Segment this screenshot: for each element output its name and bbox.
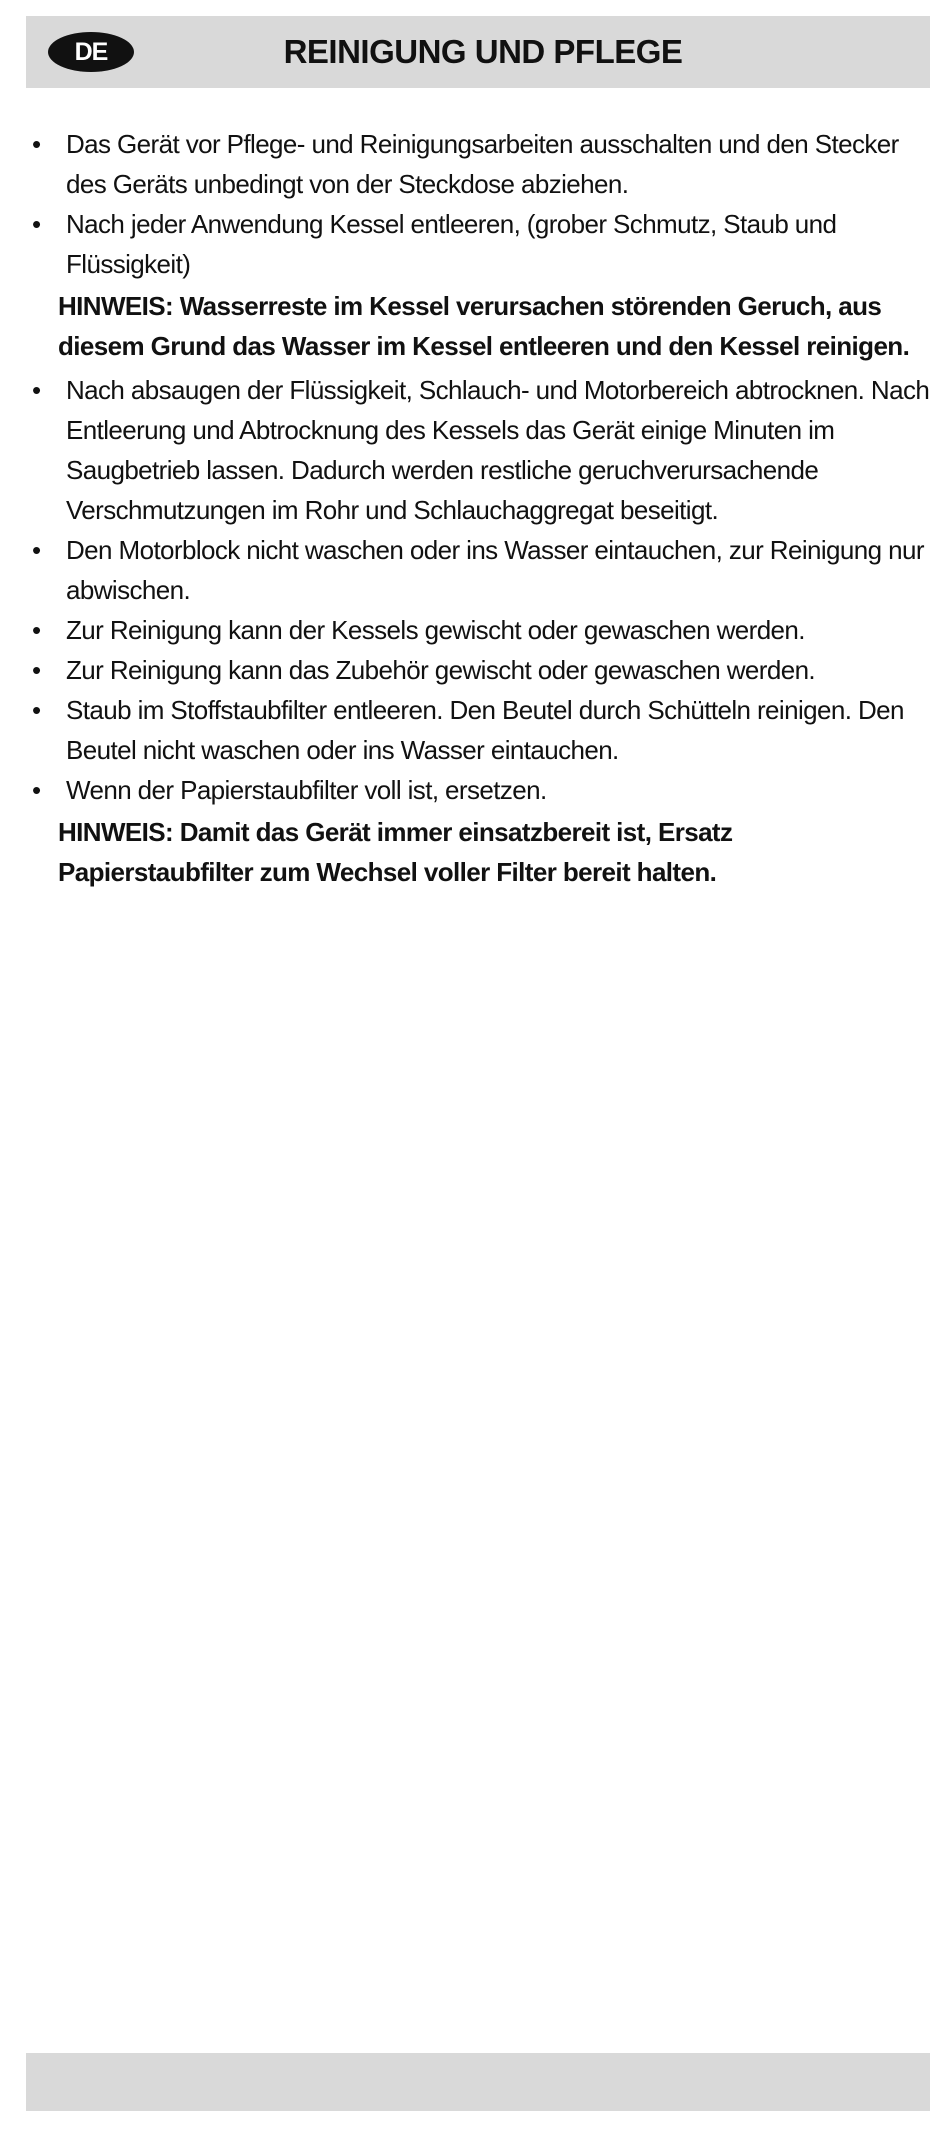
- bullet: •: [32, 129, 41, 159]
- instructions-content: [26, 124, 930, 896]
- list-item: [26, 204, 930, 284]
- language-badge: DE: [48, 32, 134, 72]
- list-item-text: Nach absaugen der Flüssigkeit, Schlauch- und Motorbereich abtrocknen. Nach Entleerung und Abtrocknung des Kessels das Gerät einige Minuten im Saugbetrieb lassen. Dadurch werden restliche geruchverursachende Verschmutzungen im Rohr und Schlauchaggregat beseitigt.: [66, 375, 930, 525]
- bullet: •: [32, 209, 41, 239]
- list-item-text: Staub im Stoffstaubfilter entleeren. Den Beutel durch Schütteln reinigen. Den Beutel nicht waschen oder ins Wasser eintauchen.: [66, 695, 904, 765]
- bullet: •: [32, 655, 41, 685]
- list-item: [26, 124, 930, 204]
- list-item-text: Nach jeder Anwendung Kessel entleeren, (grober Schmutz, Staub und Flüssigkeit): [66, 209, 837, 279]
- list-item: [26, 770, 930, 810]
- note-text: HINWEIS: Wasserreste im Kessel verursachen störenden Geruch, aus diesem Grund das Wasser im Kessel entleeren und den Kessel reinigen.: [58, 291, 910, 361]
- list-item: [26, 530, 930, 610]
- page-title: REINIGUNG UND PFLEGE: [283, 33, 683, 70]
- bullet: •: [32, 375, 41, 405]
- list-item: [26, 690, 930, 770]
- list-item-text: Wenn der Papierstaubfilter voll ist, ersetzen.: [66, 775, 547, 805]
- note-text: HINWEIS: Damit das Gerät immer einsatzbereit ist, Ersatz Papierstaubfilter zum Wechsel voller Filter bereit halten.: [58, 817, 733, 887]
- list-item-text: Den Motorblock nicht waschen oder ins Wasser eintauchen, zur Reinigung nur abwischen.: [66, 535, 924, 605]
- header-bar: [26, 16, 930, 88]
- footer-bar: [26, 2053, 930, 2111]
- bullet: •: [32, 535, 41, 565]
- bullet: •: [32, 775, 41, 805]
- list-item: [26, 610, 930, 650]
- bullet: •: [32, 695, 41, 725]
- bullet: •: [32, 615, 41, 645]
- list-item-text: Zur Reinigung kann der Kessels gewischt oder gewaschen werden.: [66, 615, 805, 645]
- list-item-text: Zur Reinigung kann das Zubehör gewischt oder gewaschen werden.: [66, 655, 816, 685]
- list-item: [26, 650, 930, 690]
- list-item-text: Das Gerät vor Pflege- und Reinigungsarbeiten ausschalten und den Stecker des Geräts unbedingt von der Steckdose abziehen.: [66, 129, 899, 199]
- list-item: [26, 370, 930, 530]
